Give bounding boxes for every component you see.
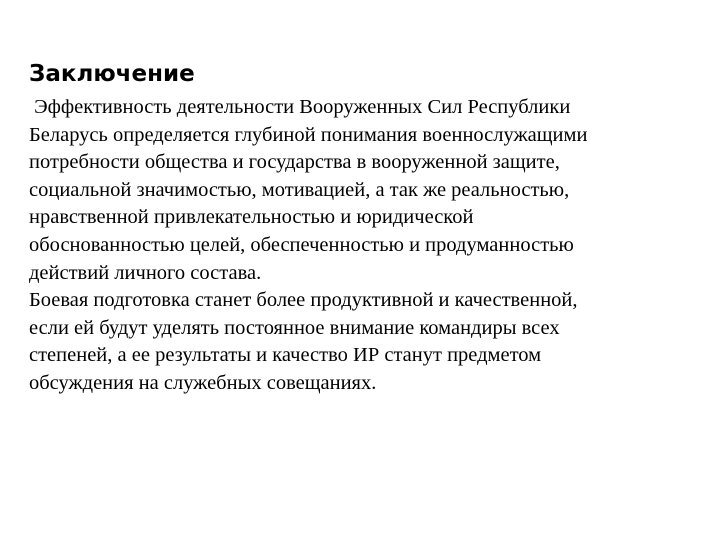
body-line: если ей будут уделять постоянное внимание командиры всех: [29, 316, 560, 339]
body-line: обсуждения на служебных совещаниях.: [29, 371, 377, 394]
slide-title: Заключение: [29, 61, 195, 87]
body-line: потребности общества и государства в вооруженной защите,: [29, 151, 560, 174]
body-line: обоснованностью целей, обеспеченностью и продуманностью: [29, 233, 574, 256]
body-line: Эффективность деятельности Вооруженных Сил Республики: [29, 96, 571, 118]
body-line: социальной значимостью, мотивацией, а так же реальностью,: [29, 178, 570, 201]
body-line: Боевая подготовка станет более продуктивной и качественной,: [29, 289, 578, 312]
body-line: действий личного состава.: [29, 261, 262, 284]
slide-body-text: [29, 94, 709, 398]
body-line: Беларусь определяется глубиной понимания военнослужащими: [29, 123, 588, 146]
body-line: степеней, а ее результаты и качество ИР станут предметом: [29, 344, 542, 367]
body-line: нравственной привлекательностью и юридической: [29, 206, 474, 229]
